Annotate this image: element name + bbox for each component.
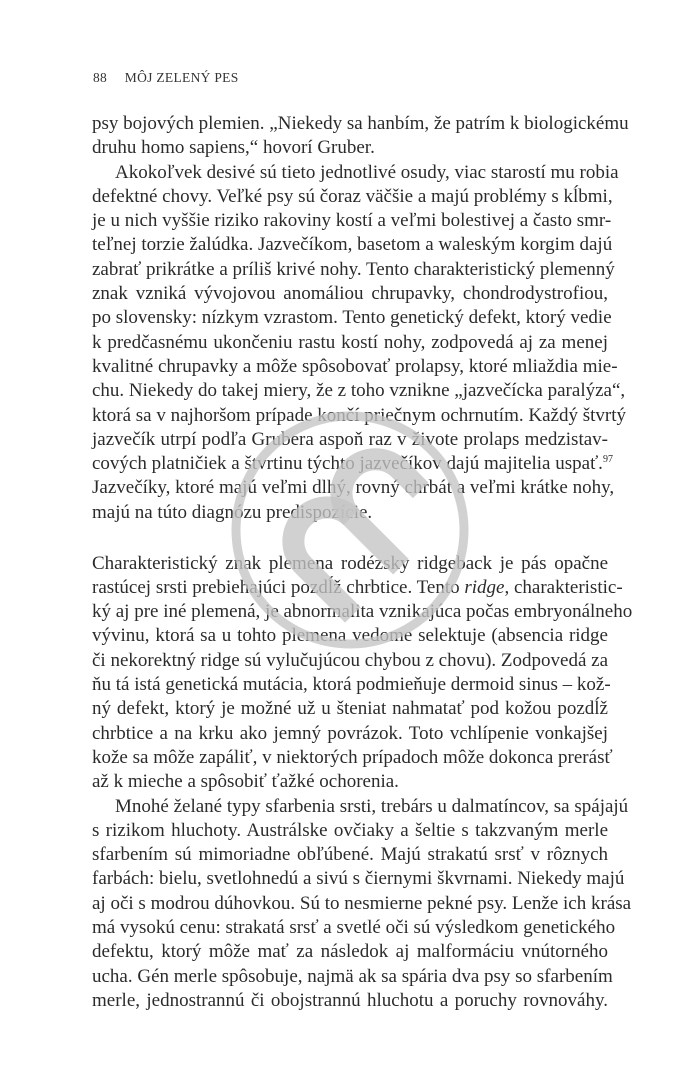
paragraph xyxy=(92,112,629,161)
text-line-content: cových platničiek a štvrtinu týchto jazvečíkov dajú majitelia uspať. xyxy=(92,453,603,475)
text-line: Akokoľvek desivé sú tieto jednotlivé osudy, viac starostí mu robia xyxy=(115,161,619,183)
text-line: jazvečík utrpí podľa Grubera aspoň raz v živote prolaps medzistav- xyxy=(92,428,608,450)
footnote-ref[interactable]: 97 xyxy=(602,454,613,466)
italic-term: ridge xyxy=(464,576,505,598)
paragraph xyxy=(92,552,633,795)
text-line: ktorá sa v najhoršom prípade končí priečnym ochrnutím. Každý štvrtý xyxy=(92,404,626,426)
text-line: aj oči s modrou dúhovkou. Sú to nesmierne pekné psy. Lenže ich krása xyxy=(92,892,632,914)
text-line: chu. Niekedy do takej miery, že z toho vznikne „jazvečícka paralýza“, xyxy=(92,380,626,402)
text-line: či nekorektný ridge sú vylučujúcou chybou z chovu). Zodpovedá za xyxy=(92,649,609,671)
body-text xyxy=(92,112,633,1013)
text-line: farbách: bielu, svetlohnedú a sivú s čiernymi škvrnami. Niekedy majú xyxy=(92,868,625,890)
text-line: má vysokú cenu: strakatá srsť a svetlé oči sú výsledkom genetického xyxy=(92,917,616,938)
text-line: druhu homo sapiens,“ hovorí Gruber. xyxy=(92,137,375,159)
text-line: Charakteristický znak plemena rodézsky ridgeback je pás opačne xyxy=(92,552,608,574)
text-line-with-italic xyxy=(92,576,623,600)
text-line: ucha. Gén merle spôsobuje, najmä ak sa spária dva psy so sfarbením xyxy=(92,965,613,987)
text-line: majú na túto diagnózu predispozície. xyxy=(92,501,373,523)
running-head xyxy=(93,70,239,86)
running-title: MÔJ ZELENÝ PES xyxy=(124,70,239,85)
text-line: je u nich vyššie riziko rakoviny kostí a veľmi bolestivej a často smr- xyxy=(92,210,612,232)
text-line: kože sa môže zapáliť, v niektorých prípadoch môže dokonca prerásť xyxy=(92,746,613,768)
text-line: teľnej torzie žalúdka. Jazvečíkom, basetom a waleským korgim dajú xyxy=(92,234,613,256)
paragraph xyxy=(92,161,626,525)
text-line: ký aj pre iné plemená, je abnormalita vznikajúca počas embryonálneho xyxy=(92,601,633,623)
text-line: Mnohé želané typy sfarbenia srsti, trebárs u dalmatíncov, sa spájajú xyxy=(115,795,629,817)
text-segment: , charakteristic- xyxy=(504,576,623,598)
text-line: sfarbením sú mimoriadne obľúbené. Majú strakatú srsť v rôznych xyxy=(92,844,608,866)
page-number: 88 xyxy=(93,70,108,85)
text-line: až k mieche a spôsobiť ťažké ochorenia. xyxy=(92,771,399,793)
text-line: s rizikom hluchoty. Austrálske ovčiaky a šeltie s takzvaným merle xyxy=(92,819,608,841)
text-line: vývinu, ktorá sa u tohto plemena vedome selektuje (absencia ridge xyxy=(92,625,608,647)
text-line: chrbtice a na krku ako jemný povrázok. Toto vchlípenie vonkajšej xyxy=(92,722,608,744)
text-line-with-footnote xyxy=(92,452,613,476)
text-line: zabrať prikrátke a príliš krivé nohy. Tento charakteristický plemenný xyxy=(92,258,615,280)
text-line: Jazvečíky, ktoré majú veľmi dlhý, rovný chrbát a veľmi krátke nohy, xyxy=(92,477,615,499)
text-line: psy bojových plemien. „Niekedy sa hanbím, že patrím k biologickému xyxy=(92,113,629,134)
paragraph xyxy=(92,795,632,1014)
text-line: po slovensky: nízkym vzrastom. Tento genetický defekt, ktorý vedie xyxy=(92,307,612,329)
text-line: znak vzniká vývojovou anomáliou chrupavky, chondrodystrofiou, xyxy=(92,283,608,305)
text-line: merle, jednostrannú či obojstrannú hluchotu a poruchy rovnováhy. xyxy=(92,989,608,1011)
section-break xyxy=(92,525,608,552)
text-segment: rastúcej srsti prebiehajúci pozdĺž chrbtice. Tento xyxy=(92,576,465,598)
text-line: ňu tá istá genetická mutácia, ktorá podmieňuje dermoid sinus – kož- xyxy=(92,674,611,696)
text-line: defektné chovy. Veľké psy sú čoraz väčšie a majú problémy s kĺbmi, xyxy=(92,185,613,207)
text-line: ný defekt, ktorý je možné už u šteniat nahmatať pod kožou pozdĺž xyxy=(92,698,608,720)
text-line: k predčasnému ukončeniu rastu kostí nohy, zodpovedá aj za menej xyxy=(92,331,608,353)
text-line: defektu, ktorý môže mať za následok aj malformáciu vnútorného xyxy=(92,941,608,963)
text-line: kvalitné chrupavky a môže spôsobovať prolapsy, ktoré mliaždia mie- xyxy=(92,355,618,377)
